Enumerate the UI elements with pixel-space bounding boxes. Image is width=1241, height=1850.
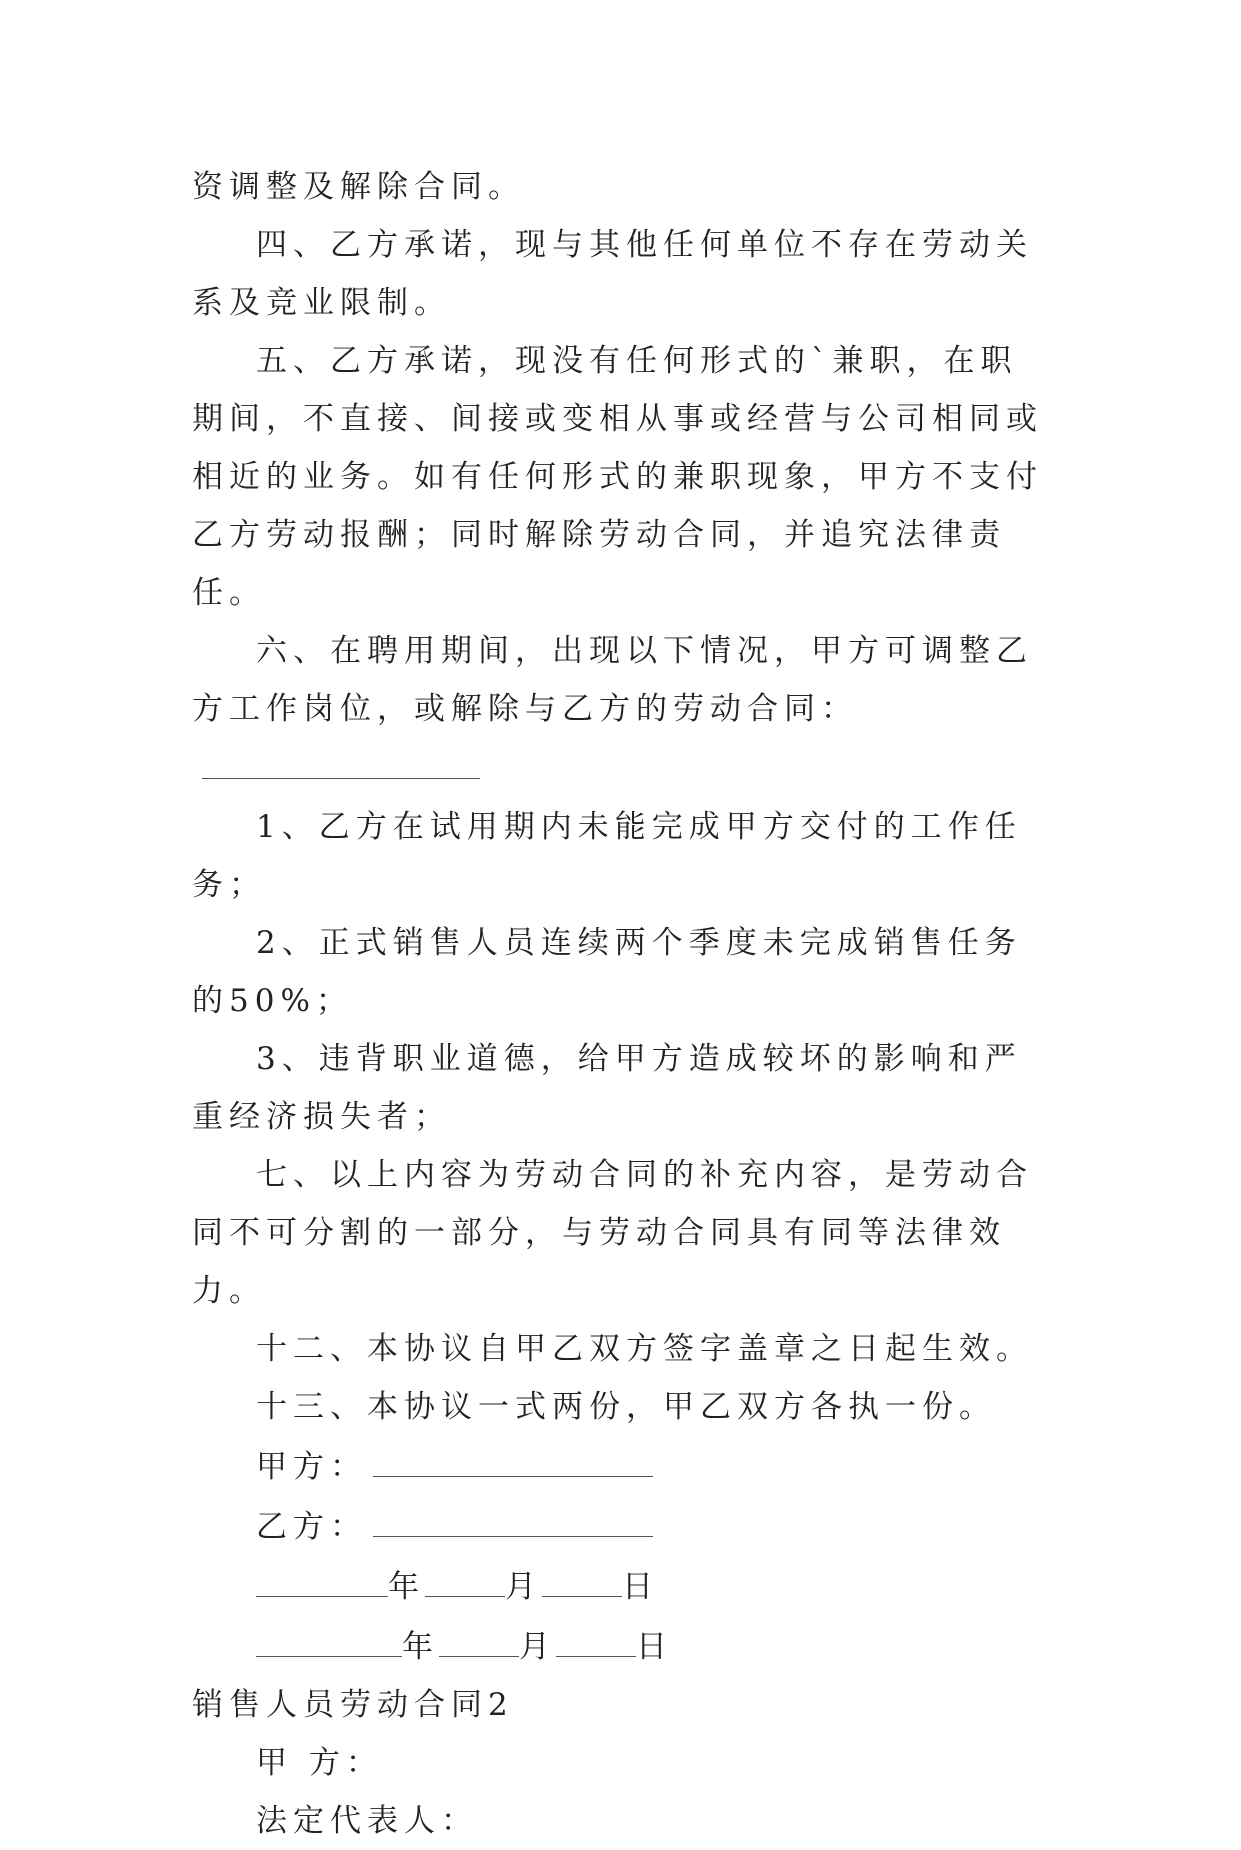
clause-six: [192, 622, 1054, 798]
party-a-label: 甲方：: [256, 1449, 367, 1485]
contract-2-title: 销售人员劳动合同2: [192, 1687, 514, 1723]
clause-six-item-1: 1、乙方在试用期内未能完成甲方交付的工作任务；: [192, 809, 1022, 903]
date-line-1: [192, 1556, 1054, 1616]
contract-2-legal-representative: 法定代表人：: [256, 1803, 478, 1839]
date-line-2: [192, 1616, 1054, 1676]
paragraph-continuation: 资调整及解除合同。: [192, 169, 525, 205]
clause-thirteen: 十三、本协议一式两份，甲乙双方各执一份。: [256, 1389, 996, 1425]
party-b-signature-line: [192, 1496, 1054, 1556]
clause-five: 五、乙方承诺，现没有任何形式的`兼职，在职期间，不直接、间接或变相从事或经营与公司相同或相近的业务。如有任何形式的兼职现象，甲方不支付乙方劳动报酬；同时解除劳动合同，并追究法律责任。: [192, 343, 1043, 611]
clause-six-item-3: 3、违背职业道德，给甲方造成较坏的影响和严重经济损失者；: [192, 1041, 1022, 1135]
date-1-month-label: 月: [505, 1569, 542, 1605]
date-2-day-blank: [556, 1616, 636, 1657]
party-b-label: 乙方：: [256, 1509, 367, 1545]
date-2-year-blank: [256, 1616, 402, 1657]
date-1-day-label: 日: [622, 1569, 659, 1605]
clause-four: 四、乙方承诺，现与其他任何单位不存在劳动关系及竞业限制。: [192, 227, 1033, 321]
clause-seven: 七、以上内容为劳动合同的补充内容，是劳动合同不可分割的一部分，与劳动合同具有同等法律效力。: [192, 1157, 1033, 1309]
date-1-month-blank: [425, 1556, 505, 1597]
party-a-blank: [373, 1436, 653, 1477]
date-1-year-blank: [256, 1556, 388, 1597]
party-a-signature-line: [192, 1436, 1054, 1496]
date-2-day-label: 日: [636, 1629, 673, 1665]
clause-six-blank-line: [202, 738, 480, 779]
contract-2-party-a: 甲 方：: [256, 1745, 383, 1781]
date-2-month-label: 月: [519, 1629, 556, 1665]
date-1-day-blank: [542, 1556, 622, 1597]
clause-six-text: 六、在聘用期间，出现以下情况，甲方可调整乙方工作岗位，或解除与乙方的劳动合同：: [192, 633, 1033, 727]
party-b-blank: [373, 1496, 653, 1537]
clause-six-item-2: 2、正式销售人员连续两个季度未完成销售任务的50%；: [192, 925, 1022, 1019]
document-body: [192, 158, 1054, 1850]
clause-twelve: 十二、本协议自甲乙双方签字盖章之日起生效。: [256, 1331, 1033, 1367]
date-1-year-label: 年: [388, 1569, 425, 1605]
date-2-year-label: 年: [402, 1629, 439, 1665]
date-2-month-blank: [439, 1616, 519, 1657]
